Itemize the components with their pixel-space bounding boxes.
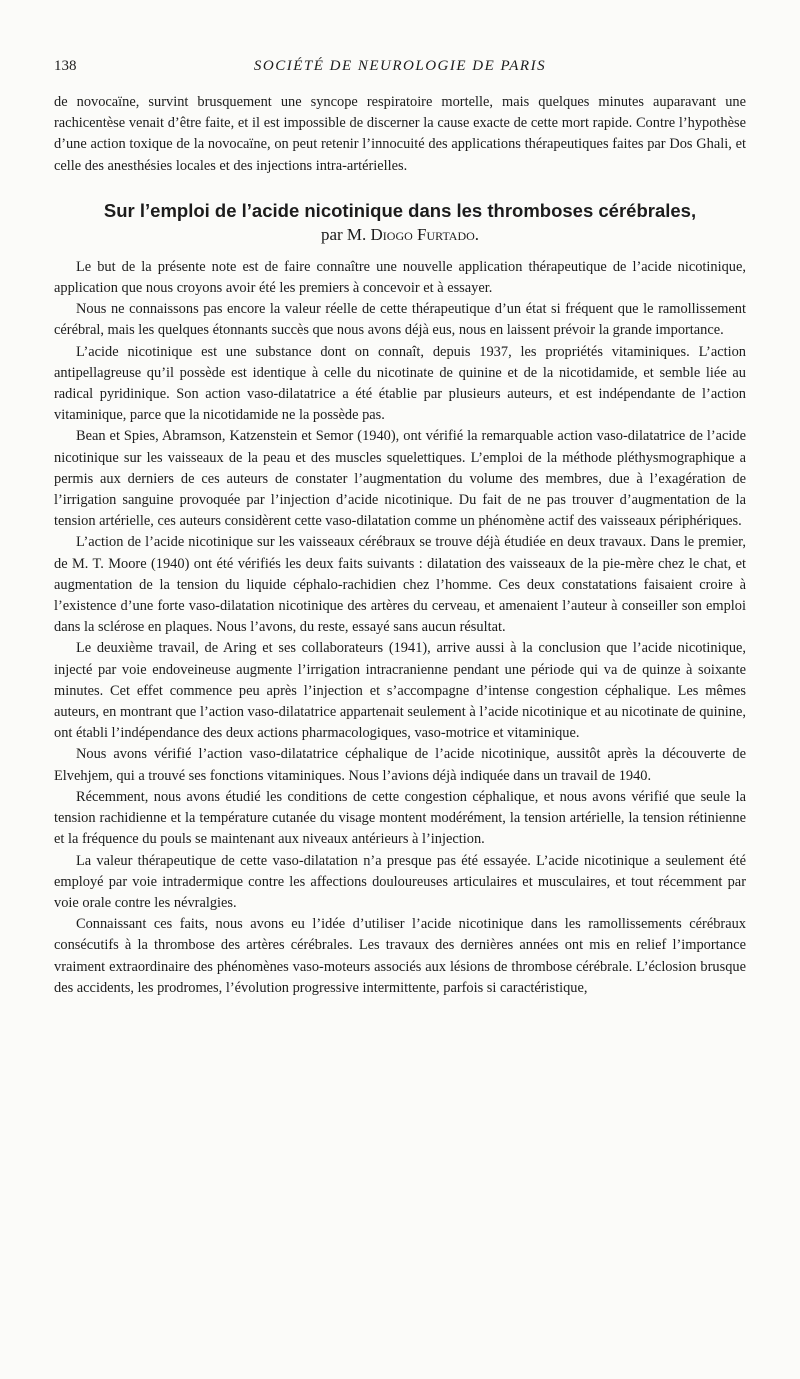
running-title: SOCIÉTÉ DE NEUROLOGIE DE PARIS bbox=[253, 58, 547, 74]
paragraph: Bean et Spies, Abramson, Katzenstein et Semor (1940), ont vérifié la remarquable action vaso-dilatatrice de l’acide nicotinique sur les vaisseaux de la peau et des muscles squelettiques. L’emploi de la méthode pléthysmographique a permis aux derniers de ces auteurs de constater l’augmentation du volume des membres, due à l’exagération de l’irrigation sanguine provoquée par l’injection d’acide nicotinique. Du fait de ne pas trouver d’augmentation de la tension artérielle, ces auteurs considèrent cette vaso-dilatation comme un phénomène actif des vaisseaux périphériques. bbox=[54, 428, 746, 530]
paragraph: L’action de l’acide nicotinique sur les vaisseaux cérébraux se trouve déjà étudiée en deux travaux. Dans le premier, de M. T. Moore (1940) ont été vérifiés les deux faits suivants : dilatation des vaisseaux de la pie-mère chez le chat, et augmentation de la tension du liquide céphalo-rachidien chez l’homme. Ces deux constatations faisaient croire à l’existence d’une forte vaso-dilatation nicotinique des artères du cerveau, et amenaient l’auteur à conseiller son emploi dans la sclérose en plaques. Nous l’avons, du reste, essayé sans aucun résultat. bbox=[54, 534, 746, 636]
page-header bbox=[54, 58, 746, 80]
article-byline bbox=[54, 223, 746, 247]
page-body bbox=[54, 92, 746, 999]
paragraph: Nous avons vérifié l’action vaso-dilatatrice céphalique de l’acide nicotinique, aussitôt après la découverte de Elvehjem, qui a trouvé ses fonctions vitaminiques. Nous l’avions déjà indiquée dans un travail de 1940. bbox=[54, 746, 746, 784]
paragraph: Le deuxième travail, de Aring et ses collaborateurs (1941), arrive aussi à la conclusion que l’acide nicotinique, injecté par voie endoveineuse augmente l’irrigation intracranienne pendant une période qui va de quinze à soixante minutes. Cet effet commence peu après l’injection et s’accompagne d’intense congestion céphalique. Les mêmes auteurs, en montrant que l’action vaso-dilatatrice appartenait seulement à l’acide nicotinique et au nicotinate de quinine, ont établi l’indépendance des deux actions pharmacologiques, vaso-motrice et vitaminique. bbox=[54, 640, 746, 742]
author-name: Diogo Furtado. bbox=[370, 224, 480, 244]
paragraph: La valeur thérapeutique de cette vaso-dilatation n’a presque pas été essayée. L’acide nicotinique a seulement été employé par voie intradermique contre les affections douloureuses articulaires et musculaires, et tout récemment par voie orale contre les névralgies. bbox=[54, 852, 746, 911]
paragraph: L’acide nicotinique est une substance dont on connaît, depuis 1937, les propriétés vitaminiques. L’action antipellagreuse qu’il possède est identique à celle du nicotinate de quinine et de la nicotidamide, et semble liée au radical pyridinique. Son action vaso-dilatatrice a été établie par plusieurs auteurs, et est indépendante de l’action vitaminique, parce que la nicotidamide ne la possède pas. bbox=[54, 343, 746, 424]
paragraph: Le but de la présente note est de faire connaître une nouvelle application thérapeutique de l’acide nicotinique, application que nous croyons avoir été les premiers à concevoir et à essayer. bbox=[54, 258, 746, 297]
paragraph: Connaissant ces faits, nous avons eu l’idée d’utiliser l’acide nicotinique dans les ramollissements cérébraux consécutifs à la thrombose des artères cérébrales. Les travaux des dernières années ont mis en relief l’importance vraiment extraordinaire des phénomènes vaso-moteurs associés aux lésions de thrombose cérébrale. L’éclosion brusque des accidents, les prodromes, l’évolution progressive intermittente, parfois si caractéristique, bbox=[54, 916, 746, 996]
byline-prefix: par M. bbox=[320, 224, 367, 244]
page-number: 138 bbox=[54, 58, 77, 74]
intro-paragraph: de novocaïne, survint brusquement une syncope respiratoire mortelle, mais quelques minutes auparavant une rachicentèse venait d’être faite, et il est impossible de discerner la cause exacte de cette mort rapide. Contre l’hypothèse d’une action toxique de la novocaïne, on peut retenir l’innocuité des applications thérapeutiques faites par Dos Ghali, et celle des anesthésies locales et des injections intra-artérielles. bbox=[54, 94, 746, 174]
article-title: Sur l’emploi de l’acide nicotinique dans les thromboses cérébrales, bbox=[103, 199, 697, 221]
paragraph: Récemment, nous avons étudié les conditions de cette congestion céphalique, et nous avons vérifié que seule la tension rachidienne et la température cutanée du visage montent modérément, la tension artérielle, la tension rétinienne et la fréquence du pouls se maintenant aux niveaux antérieurs à l’injection. bbox=[54, 788, 746, 848]
paragraph: Nous ne connaissons pas encore la valeur réelle de cette thérapeutique d’un état si fréquent que le ramollissement cérébral, mais les quelques étonnants succès que nous avons déjà eus, nous en laissent prévoir la grande importance. bbox=[54, 301, 746, 339]
